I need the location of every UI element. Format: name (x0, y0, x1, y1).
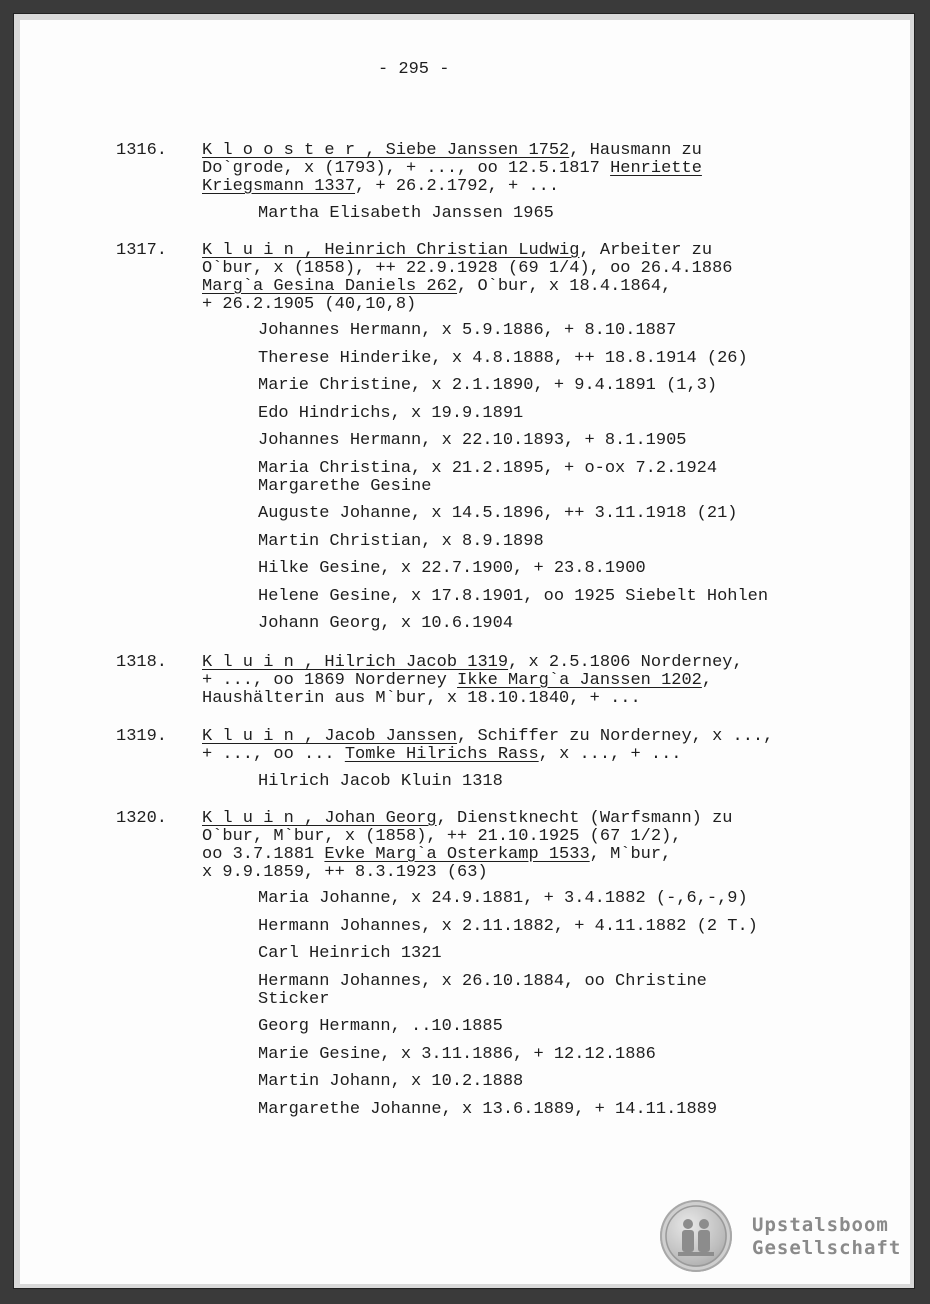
text-segment: , O`bur, x 18.4.1864, (457, 277, 672, 296)
entry-text (202, 242, 733, 314)
entry-line (202, 864, 733, 882)
child-entry: Johannes Hermann, x 22.10.1893, + 8.1.1905 (258, 431, 687, 450)
child-entry: Hilrich Jacob Kluin 1318 (258, 772, 503, 791)
child-entry: Carl Heinrich 1321 (258, 944, 442, 963)
underlined-name: Ikke Marg`a Janssen 1202 (457, 671, 702, 690)
child-entry: Therese Hinderike, x 4.8.1888, ++ 18.8.1914 (26) (258, 348, 748, 368)
text-segment: , M`bur, (589, 845, 672, 864)
page-number: - 295 - (378, 60, 450, 79)
child-entry: Maria Christina, x 21.2.1895, + o-ox 7.2.1924 Margarethe Gesine (258, 458, 718, 496)
underlined-name: K l u i n , Heinrich Christian Ludwig (202, 241, 580, 260)
entry-line (202, 142, 702, 160)
logo-line-1: Upstalsboom (752, 1214, 889, 1236)
text-segment: + ..., oo ... (202, 745, 345, 764)
underlined-name: K l u i n , Hilrich Jacob 1319 (202, 653, 509, 672)
entry-line (202, 260, 733, 278)
underlined-name: Henriette (610, 159, 702, 178)
child-entry: Johannes Hermann, x 5.9.1886, + 8.10.1887 (258, 321, 677, 340)
text-segment: Haushälterin aus M`bur, x 18.10.1840, + ... (202, 689, 641, 708)
entry-line (202, 242, 733, 260)
entry-number: 1318. (116, 653, 168, 672)
child-entry: Martha Elisabeth Janssen 1965 (258, 204, 554, 223)
entry-line (202, 178, 702, 196)
child-entry: Johann Georg, x 10.6.1904 (258, 614, 514, 633)
underlined-name: Tomke Hilrichs Rass (344, 745, 539, 764)
text-segment: , Dienstknecht (Warfsmann) zu (436, 809, 733, 828)
underlined-name: K l o o s t e r , Siebe Janssen 1752 (202, 141, 570, 160)
child-entry: Marie Christine, x 2.1.1890, + 9.4.1891 (1,3) (258, 376, 718, 395)
underlined-name: Kriegsmann 1337 (202, 177, 356, 196)
text-segment: + ..., oo 1869 Norderney (202, 671, 458, 690)
text-segment: O`bur, x (1858), ++ 22.9.1928 (69 1/4), oo 26.4.1886 (202, 259, 733, 278)
entry-text (202, 810, 733, 882)
children-1317 (258, 322, 768, 643)
children-1320 (258, 890, 758, 1128)
entry-number: 1316. (116, 141, 168, 160)
entry-line (202, 828, 733, 846)
entry-number: 1319. (116, 727, 168, 746)
entry-number: 1320. (116, 809, 168, 828)
underlined-name: K l u i n , Jacob Janssen (202, 727, 458, 746)
text-segment: x 9.9.1859, ++ 8.3.1923 (63) (202, 863, 488, 882)
entry-text (202, 142, 702, 196)
text-segment: , Arbeiter zu (579, 241, 713, 260)
text-segment: , (701, 671, 713, 690)
child-entry: Maria Johanne, x 24.9.1881, + 3.4.1882 (-,6,-,9) (258, 889, 748, 908)
text-segment: oo 3.7.1881 (202, 845, 325, 864)
society-logo (660, 1200, 910, 1280)
entry-line (202, 160, 702, 178)
child-entry: Hermann Johannes, x 2.11.1882, + 4.11.1882 (2 T.) (258, 916, 758, 936)
text-segment: + 26.2.1905 (40,10,8) (202, 295, 417, 314)
text-segment: O`bur, M`bur, x (1858), ++ 21.10.1925 (67 1/2), (202, 827, 682, 846)
child-entry: Margarethe Johanne, x 13.6.1889, + 14.11.1889 (258, 1099, 718, 1119)
underlined-name: K l u i n , Johan Georg (202, 809, 437, 828)
underlined-name: Evke Marg`a Osterkamp 1533 (324, 845, 590, 864)
text-segment: , x ..., + ... (538, 745, 682, 764)
entry-line (202, 810, 733, 828)
entry-number: 1317. (116, 241, 168, 260)
entry-line (202, 728, 773, 746)
text-segment: , Hausmann zu (569, 141, 702, 160)
child-entry: Hilke Gesine, x 22.7.1900, + 23.8.1900 (258, 559, 646, 578)
text-segment: Do`grode, x (1793), + ..., oo 12.5.1817 (202, 159, 611, 178)
child-entry: Marie Gesine, x 3.11.1886, + 12.12.1886 (258, 1044, 656, 1064)
logo-line-2: Gesellschaft (752, 1237, 902, 1259)
entry-line (202, 278, 733, 296)
text-segment: , x 2.5.1806 Norderney, (508, 653, 743, 672)
entry-line (202, 672, 743, 690)
text-segment: , + 26.2.1792, + ... (355, 177, 560, 196)
text-segment: , Schiffer zu Norderney, x ..., (457, 727, 774, 746)
entry-line (202, 746, 773, 764)
seal-emblem-icon (660, 1200, 732, 1272)
child-entry: Hermann Johannes, x 26.10.1884, oo Christine Sticker (258, 971, 707, 1009)
entry-line (202, 846, 733, 864)
underlined-name: Marg`a Gesina Daniels 262 (202, 277, 458, 296)
entry-text (202, 654, 743, 708)
child-entry: Martin Johann, x 10.2.1888 (258, 1072, 524, 1091)
child-entry: Martin Christian, x 8.9.1898 (258, 531, 544, 551)
entry-line (202, 654, 743, 672)
child-entry: Georg Hermann, ..10.1885 (258, 1017, 503, 1036)
entry-line (202, 296, 733, 314)
child-entry: Edo Hindrichs, x 19.9.1891 (258, 403, 524, 423)
children-1316 (258, 205, 554, 233)
children-1319 (258, 773, 503, 801)
child-entry: Helene Gesine, x 17.8.1901, oo 1925 Siebelt Hohlen (258, 586, 769, 606)
child-entry: Auguste Johanne, x 14.5.1896, ++ 3.11.1918 (21) (258, 504, 738, 523)
entry-text (202, 728, 773, 764)
entry-line (202, 690, 743, 708)
